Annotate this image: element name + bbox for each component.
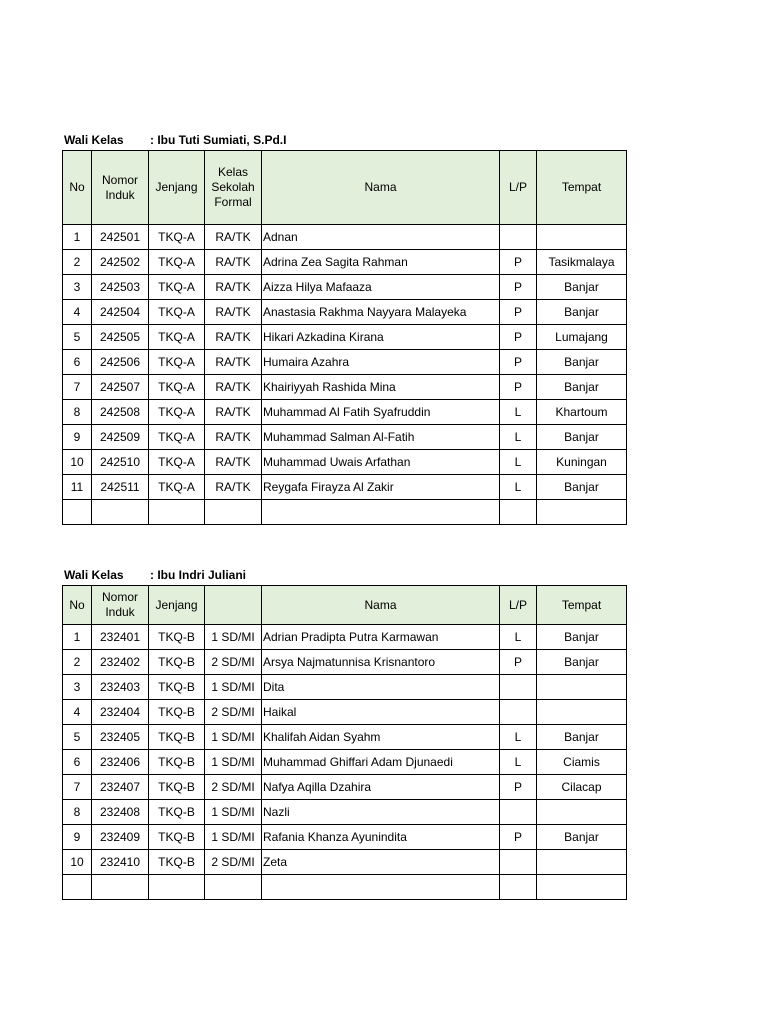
table-row bbox=[63, 475, 627, 500]
empty-cell bbox=[63, 500, 92, 525]
cell-lp: L bbox=[500, 400, 537, 425]
cell-kelas: RA/TK bbox=[205, 300, 262, 325]
class-section-tkq-b bbox=[62, 566, 627, 900]
cell-tempat: Banjar bbox=[537, 350, 627, 375]
cell-nama: Muhammad Al Fatih Syafruddin bbox=[262, 400, 500, 425]
cell-kelas: 1 SD/MI bbox=[205, 625, 262, 650]
cell-no: 2 bbox=[63, 250, 92, 275]
class-section-tkq-a bbox=[62, 131, 627, 525]
empty-cell bbox=[92, 500, 149, 525]
cell-lp bbox=[500, 850, 537, 875]
cell-lp: P bbox=[500, 650, 537, 675]
cell-kelas: 2 SD/MI bbox=[205, 850, 262, 875]
cell-no: 2 bbox=[63, 650, 92, 675]
cell-nomor-induk: 242501 bbox=[92, 225, 149, 250]
cell-kelas: 1 SD/MI bbox=[205, 825, 262, 850]
table-row bbox=[63, 400, 627, 425]
table-row bbox=[63, 350, 627, 375]
cell-nomor-induk: 242507 bbox=[92, 375, 149, 400]
cell-nomor-induk: 242510 bbox=[92, 450, 149, 475]
cell-lp bbox=[500, 700, 537, 725]
homeroom-teacher-name: : Ibu Indri Juliani bbox=[150, 568, 246, 582]
table-row bbox=[63, 625, 627, 650]
cell-nomor-induk: 242502 bbox=[92, 250, 149, 275]
cell-nama: Rafania Khanza Ayunindita bbox=[262, 825, 500, 850]
cell-no: 10 bbox=[63, 450, 92, 475]
student-table-body bbox=[63, 625, 627, 900]
table-header-row bbox=[63, 151, 627, 225]
cell-nama: Muhammad Ghiffari Adam Djunaedi bbox=[262, 750, 500, 775]
table-row bbox=[63, 650, 627, 675]
cell-nama: Humaira Azahra bbox=[262, 350, 500, 375]
cell-kelas: 2 SD/MI bbox=[205, 775, 262, 800]
cell-no: 8 bbox=[63, 400, 92, 425]
cell-tempat bbox=[537, 850, 627, 875]
table-row bbox=[63, 225, 627, 250]
cell-nama: Arsya Najmatunnisa Krisnantoro bbox=[262, 650, 500, 675]
empty-cell bbox=[262, 875, 500, 900]
cell-tempat: Banjar bbox=[537, 425, 627, 450]
cell-no: 10 bbox=[63, 850, 92, 875]
cell-nama: Adrina Zea Sagita Rahman bbox=[262, 250, 500, 275]
empty-cell bbox=[205, 500, 262, 525]
cell-no: 4 bbox=[63, 700, 92, 725]
cell-no: 8 bbox=[63, 800, 92, 825]
cell-tempat: Banjar bbox=[537, 475, 627, 500]
cell-no: 6 bbox=[63, 750, 92, 775]
header-nama: Nama bbox=[262, 586, 500, 625]
cell-jenjang: TKQ-A bbox=[149, 350, 205, 375]
cell-jenjang: TKQ-B bbox=[149, 775, 205, 800]
cell-jenjang: TKQ-B bbox=[149, 625, 205, 650]
cell-kelas: 1 SD/MI bbox=[205, 750, 262, 775]
cell-no: 5 bbox=[63, 725, 92, 750]
cell-jenjang: TKQ-B bbox=[149, 725, 205, 750]
cell-nama: Khairiyyah Rashida Mina bbox=[262, 375, 500, 400]
homeroom-teacher-line bbox=[62, 131, 627, 150]
cell-kelas: RA/TK bbox=[205, 450, 262, 475]
table-row bbox=[63, 700, 627, 725]
empty-cell bbox=[149, 875, 205, 900]
homeroom-teacher-name: : Ibu Tuti Sumiati, S.Pd.I bbox=[150, 133, 287, 147]
cell-kelas: 1 SD/MI bbox=[205, 725, 262, 750]
empty-cell bbox=[500, 500, 537, 525]
header-kelas-sekolah-formal bbox=[205, 586, 262, 625]
cell-lp: P bbox=[500, 300, 537, 325]
cell-lp: P bbox=[500, 825, 537, 850]
student-table-body bbox=[63, 225, 627, 525]
student-table bbox=[62, 585, 627, 900]
homeroom-teacher-label: Wali Kelas bbox=[64, 133, 124, 147]
table-row bbox=[63, 825, 627, 850]
cell-kelas: RA/TK bbox=[205, 375, 262, 400]
table-row bbox=[63, 800, 627, 825]
cell-nomor-induk: 232407 bbox=[92, 775, 149, 800]
cell-lp: P bbox=[500, 775, 537, 800]
cell-jenjang: TKQ-B bbox=[149, 850, 205, 875]
cell-nomor-induk: 232401 bbox=[92, 625, 149, 650]
cell-kelas: RA/TK bbox=[205, 425, 262, 450]
cell-nomor-induk: 232410 bbox=[92, 850, 149, 875]
header-lp: L/P bbox=[500, 151, 537, 225]
table-row bbox=[63, 850, 627, 875]
cell-nomor-induk: 232406 bbox=[92, 750, 149, 775]
cell-tempat: Ciamis bbox=[537, 750, 627, 775]
cell-jenjang: TKQ-B bbox=[149, 800, 205, 825]
cell-tempat: Kuningan bbox=[537, 450, 627, 475]
cell-kelas: RA/TK bbox=[205, 400, 262, 425]
header-no: No bbox=[63, 151, 92, 225]
table-row bbox=[63, 325, 627, 350]
cell-lp: L bbox=[500, 725, 537, 750]
table-row bbox=[63, 275, 627, 300]
cell-nama: Zeta bbox=[262, 850, 500, 875]
cell-no: 9 bbox=[63, 825, 92, 850]
cell-nama: Nazli bbox=[262, 800, 500, 825]
header-kelas-sekolah-formal: Kelas Sekolah Formal bbox=[205, 151, 262, 225]
cell-nomor-induk: 242503 bbox=[92, 275, 149, 300]
cell-tempat: Banjar bbox=[537, 275, 627, 300]
cell-kelas: RA/TK bbox=[205, 225, 262, 250]
cell-jenjang: TKQ-A bbox=[149, 250, 205, 275]
cell-lp bbox=[500, 800, 537, 825]
cell-nomor-induk: 242511 bbox=[92, 475, 149, 500]
table-header-row bbox=[63, 586, 627, 625]
cell-nomor-induk: 242504 bbox=[92, 300, 149, 325]
empty-cell bbox=[537, 875, 627, 900]
cell-jenjang: TKQ-A bbox=[149, 375, 205, 400]
table-row bbox=[63, 725, 627, 750]
cell-kelas: RA/TK bbox=[205, 275, 262, 300]
header-nama: Nama bbox=[262, 151, 500, 225]
cell-nama: Reygafa Firayza Al Zakir bbox=[262, 475, 500, 500]
cell-nomor-induk: 232403 bbox=[92, 675, 149, 700]
cell-jenjang: TKQ-B bbox=[149, 700, 205, 725]
empty-cell bbox=[149, 500, 205, 525]
cell-jenjang: TKQ-A bbox=[149, 400, 205, 425]
cell-nama: Aizza Hilya Mafaaza bbox=[262, 275, 500, 300]
cell-tempat: Banjar bbox=[537, 375, 627, 400]
cell-jenjang: TKQ-B bbox=[149, 825, 205, 850]
cell-tempat: Khartoum bbox=[537, 400, 627, 425]
header-tempat: Tempat bbox=[537, 586, 627, 625]
cell-lp: L bbox=[500, 750, 537, 775]
cell-lp: L bbox=[500, 475, 537, 500]
table-row bbox=[63, 775, 627, 800]
cell-nomor-induk: 232408 bbox=[92, 800, 149, 825]
cell-kelas: RA/TK bbox=[205, 250, 262, 275]
cell-lp: L bbox=[500, 625, 537, 650]
cell-no: 9 bbox=[63, 425, 92, 450]
cell-no: 6 bbox=[63, 350, 92, 375]
cell-nama: Muhammad Uwais Arfathan bbox=[262, 450, 500, 475]
cell-tempat: Banjar bbox=[537, 725, 627, 750]
cell-tempat bbox=[537, 800, 627, 825]
cell-no: 11 bbox=[63, 475, 92, 500]
cell-nama: Anastasia Rakhma Nayyara Malayeka bbox=[262, 300, 500, 325]
cell-no: 7 bbox=[63, 375, 92, 400]
table-row bbox=[63, 675, 627, 700]
cell-nama: Adnan bbox=[262, 225, 500, 250]
cell-tempat: Banjar bbox=[537, 825, 627, 850]
cell-nomor-induk: 232405 bbox=[92, 725, 149, 750]
cell-kelas: RA/TK bbox=[205, 325, 262, 350]
cell-no: 1 bbox=[63, 225, 92, 250]
cell-lp bbox=[500, 225, 537, 250]
cell-nama: Nafya Aqilla Dzahira bbox=[262, 775, 500, 800]
cell-kelas: 2 SD/MI bbox=[205, 650, 262, 675]
cell-nama: Haikal bbox=[262, 700, 500, 725]
header-jenjang: Jenjang bbox=[149, 586, 205, 625]
cell-tempat: Cilacap bbox=[537, 775, 627, 800]
header-no: No bbox=[63, 586, 92, 625]
cell-nama: Adrian Pradipta Putra Karmawan bbox=[262, 625, 500, 650]
empty-cell bbox=[537, 500, 627, 525]
cell-lp: P bbox=[500, 325, 537, 350]
cell-jenjang: TKQ-A bbox=[149, 475, 205, 500]
empty-cell bbox=[63, 875, 92, 900]
table-row bbox=[63, 375, 627, 400]
cell-nama: Hikari Azkadina Kirana bbox=[262, 325, 500, 350]
table-row bbox=[63, 300, 627, 325]
empty-cell bbox=[262, 500, 500, 525]
cell-no: 3 bbox=[63, 275, 92, 300]
cell-nomor-induk: 242505 bbox=[92, 325, 149, 350]
cell-no: 3 bbox=[63, 675, 92, 700]
cell-nomor-induk: 242508 bbox=[92, 400, 149, 425]
header-nomor-induk: Nomor Induk bbox=[92, 151, 149, 225]
cell-jenjang: TKQ-A bbox=[149, 325, 205, 350]
cell-tempat bbox=[537, 225, 627, 250]
cell-lp: P bbox=[500, 375, 537, 400]
cell-jenjang: TKQ-A bbox=[149, 425, 205, 450]
cell-nomor-induk: 242506 bbox=[92, 350, 149, 375]
cell-nomor-induk: 232404 bbox=[92, 700, 149, 725]
table-row bbox=[63, 450, 627, 475]
cell-tempat: Banjar bbox=[537, 625, 627, 650]
empty-table-row bbox=[63, 875, 627, 900]
cell-kelas: 1 SD/MI bbox=[205, 800, 262, 825]
empty-table-row bbox=[63, 500, 627, 525]
cell-jenjang: TKQ-A bbox=[149, 450, 205, 475]
cell-nomor-induk: 242509 bbox=[92, 425, 149, 450]
cell-jenjang: TKQ-A bbox=[149, 275, 205, 300]
table-row bbox=[63, 750, 627, 775]
cell-no: 1 bbox=[63, 625, 92, 650]
cell-nama: Muhammad Salman Al-Fatih bbox=[262, 425, 500, 450]
cell-tempat: Banjar bbox=[537, 650, 627, 675]
cell-tempat bbox=[537, 700, 627, 725]
cell-jenjang: TKQ-A bbox=[149, 300, 205, 325]
empty-cell bbox=[500, 875, 537, 900]
cell-tempat: Banjar bbox=[537, 300, 627, 325]
cell-lp: P bbox=[500, 250, 537, 275]
homeroom-teacher-line bbox=[62, 566, 627, 585]
cell-nomor-induk: 232402 bbox=[92, 650, 149, 675]
header-jenjang: Jenjang bbox=[149, 151, 205, 225]
cell-tempat: Tasikmalaya bbox=[537, 250, 627, 275]
cell-tempat bbox=[537, 675, 627, 700]
header-tempat: Tempat bbox=[537, 151, 627, 225]
cell-kelas: 2 SD/MI bbox=[205, 700, 262, 725]
cell-no: 7 bbox=[63, 775, 92, 800]
cell-jenjang: TKQ-B bbox=[149, 750, 205, 775]
cell-jenjang: TKQ-B bbox=[149, 675, 205, 700]
student-table bbox=[62, 150, 627, 525]
cell-kelas: 1 SD/MI bbox=[205, 675, 262, 700]
cell-nomor-induk: 232409 bbox=[92, 825, 149, 850]
table-row bbox=[63, 250, 627, 275]
table-row bbox=[63, 425, 627, 450]
cell-no: 5 bbox=[63, 325, 92, 350]
cell-lp bbox=[500, 675, 537, 700]
cell-lp: L bbox=[500, 425, 537, 450]
empty-cell bbox=[205, 875, 262, 900]
cell-nama: Dita bbox=[262, 675, 500, 700]
homeroom-teacher-label: Wali Kelas bbox=[64, 568, 124, 582]
cell-kelas: RA/TK bbox=[205, 475, 262, 500]
cell-tempat: Lumajang bbox=[537, 325, 627, 350]
cell-lp: P bbox=[500, 350, 537, 375]
cell-nama: Khalifah Aidan Syahm bbox=[262, 725, 500, 750]
empty-cell bbox=[92, 875, 149, 900]
cell-jenjang: TKQ-A bbox=[149, 225, 205, 250]
cell-no: 4 bbox=[63, 300, 92, 325]
header-lp: L/P bbox=[500, 586, 537, 625]
cell-kelas: RA/TK bbox=[205, 350, 262, 375]
cell-lp: L bbox=[500, 450, 537, 475]
cell-jenjang: TKQ-B bbox=[149, 650, 205, 675]
cell-lp: P bbox=[500, 275, 537, 300]
header-nomor-induk: Nomor Induk bbox=[92, 586, 149, 625]
